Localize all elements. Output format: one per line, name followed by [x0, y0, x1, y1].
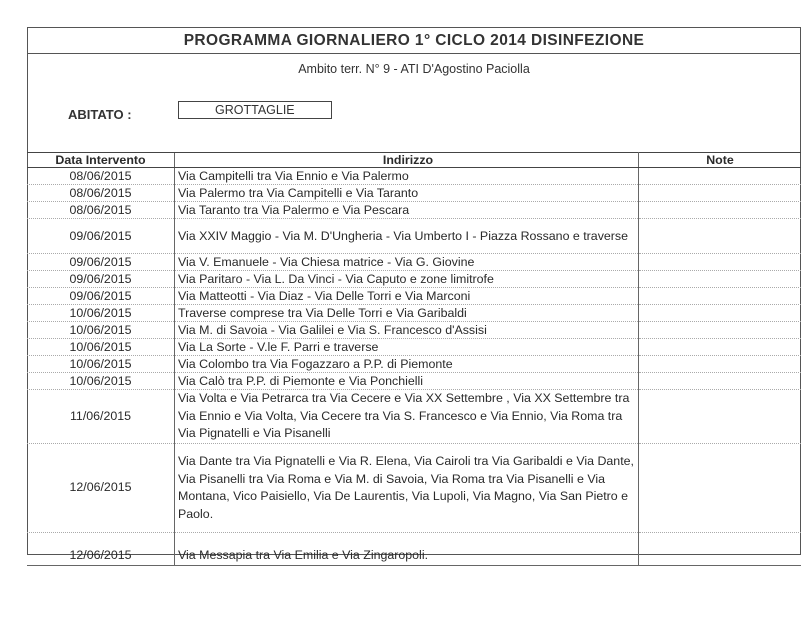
table-row — [27, 254, 801, 271]
row-note — [639, 305, 802, 322]
header-note: Note — [639, 153, 802, 168]
row-date: 09/06/2015 — [27, 271, 175, 288]
table-row — [27, 339, 801, 356]
table-row — [27, 168, 801, 185]
row-note — [639, 254, 802, 271]
schedule-table — [27, 152, 801, 566]
row-date: 09/06/2015 — [27, 219, 175, 254]
abitato-label: ABITATO : — [68, 107, 132, 122]
row-date: 10/06/2015 — [27, 356, 175, 373]
header-date: Data Intervento — [27, 153, 175, 168]
row-date: 12/06/2015 — [27, 444, 175, 533]
row-address: Via XXIV Maggio - Via M. D'Ungheria - Via Umberto I - Piazza Rossano e traverse — [175, 219, 639, 254]
row-address: Via La Sorte - V.le F. Parri e traverse — [175, 339, 639, 356]
row-note — [639, 373, 802, 390]
row-date: 10/06/2015 — [27, 373, 175, 390]
row-address: Via Campitelli tra Via Ennio e Via Palermo — [175, 168, 639, 185]
row-note — [639, 288, 802, 305]
abitato-value-box: GROTTAGLIE — [178, 101, 332, 119]
row-note — [639, 185, 802, 202]
table-header-row — [27, 153, 801, 168]
row-note — [639, 168, 802, 185]
row-address: Via Taranto tra Via Palermo e Via Pescara — [175, 202, 639, 219]
row-address: Via Matteotti - Via Diaz - Via Delle Torri e Via Marconi — [175, 288, 639, 305]
table-row — [27, 356, 801, 373]
table-row — [27, 271, 801, 288]
row-date: 12/06/2015 — [27, 545, 175, 566]
row-date: 08/06/2015 — [27, 202, 175, 219]
row-address: Via Messapia tra Via Emilia e Via Zingaropoli. — [175, 545, 639, 566]
row-date: 10/06/2015 — [27, 322, 175, 339]
row-date: 09/06/2015 — [27, 254, 175, 271]
spacer-cell — [175, 533, 639, 546]
table-row — [27, 322, 801, 339]
row-address: Via Dante tra Via Pignatelli e Via R. Elena, Via Cairoli tra Via Garibaldi e Via Dante, Via Pisanelli tra Via Roma e Via M. di Savoia, Via Roma tra Via Pisanelli e Via Montana, Vico Paisiello, Via De Laurentis, Via Lupoli, Via Magno, Via San Pietro e Paolo. — [175, 444, 639, 533]
row-note — [639, 339, 802, 356]
table-row — [27, 444, 801, 533]
row-address: Via Palermo tra Via Campitelli e Via Taranto — [175, 185, 639, 202]
row-date: 11/06/2015 — [27, 390, 175, 444]
table-row — [27, 545, 801, 566]
row-note — [639, 545, 802, 566]
row-date: 08/06/2015 — [27, 185, 175, 202]
row-note — [639, 356, 802, 373]
row-address: Via Colombo tra Via Fogazzaro a P.P. di Piemonte — [175, 356, 639, 373]
row-address: Via V. Emanuele - Via Chiesa matrice - Via G. Giovine — [175, 254, 639, 271]
row-address: Traverse comprese tra Via Delle Torri e Via Garibaldi — [175, 305, 639, 322]
row-address: Via Calò tra P.P. di Piemonte e Via Ponchielli — [175, 373, 639, 390]
row-note — [639, 322, 802, 339]
spacer-cell — [27, 533, 175, 546]
table-row — [27, 305, 801, 322]
row-note — [639, 444, 802, 533]
spacer-cell — [639, 533, 802, 546]
table-row — [27, 219, 801, 254]
header-address: Indirizzo — [175, 153, 639, 168]
row-date: 08/06/2015 — [27, 168, 175, 185]
table-row — [27, 390, 801, 444]
row-date: 09/06/2015 — [27, 288, 175, 305]
table-row — [27, 185, 801, 202]
row-address: Via M. di Savoia - Via Galilei e Via S. Francesco d'Assisi — [175, 322, 639, 339]
row-note — [639, 271, 802, 288]
row-note — [639, 202, 802, 219]
table-row — [27, 288, 801, 305]
row-note — [639, 390, 802, 444]
document-subtitle: Ambito terr. N° 9 - ATI D'Agostino Paciolla — [298, 62, 530, 76]
row-note — [639, 219, 802, 254]
table-row — [27, 373, 801, 390]
table-spacer-row — [27, 533, 801, 546]
row-address: Via Paritaro - Via L. Da Vinci - Via Caputo e zone limitrofe — [175, 271, 639, 288]
row-address: Via Volta e Via Petrarca tra Via Cecere e Via XX Settembre , Via XX Settembre tra Via Ennio e Via Volta, Via Cecere tra Via S. Francesco e Via Ennio, Via Roma tra Via Pignatelli e Via Pisanelli — [175, 390, 639, 444]
document-title: PROGRAMMA GIORNALIERO 1° CICLO 2014 DISINFEZIONE — [27, 28, 801, 54]
table-row — [27, 202, 801, 219]
row-date: 10/06/2015 — [27, 339, 175, 356]
row-date: 10/06/2015 — [27, 305, 175, 322]
